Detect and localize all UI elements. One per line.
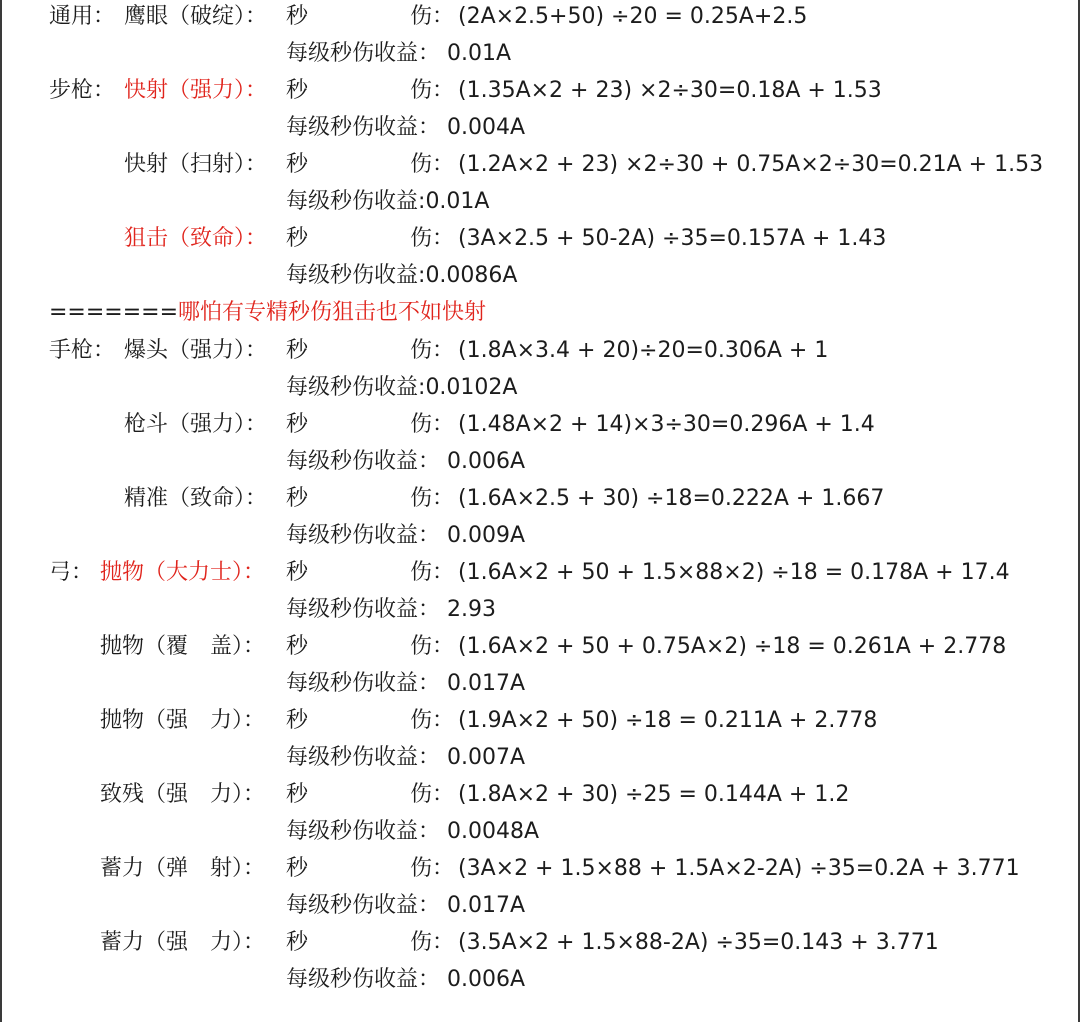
dps-label-shang: 伤： [410, 930, 455, 955]
gain-value: 0.017A [447, 893, 526, 918]
dps-formula: (1.9A×2 + 50) ÷18 = 0.211A + 2.778 [458, 708, 878, 733]
separator-text: 哪怕有专精秒伤狙击也不如快射 [178, 300, 487, 325]
gain-row [286, 113, 525, 143]
skill-name: 快射（扫射）： [124, 152, 268, 177]
dps-label-miao: 秒 [286, 634, 309, 659]
gain-label: 每级秒伤收益 [286, 893, 419, 918]
gain-row [286, 817, 539, 847]
gain-label: 每级秒伤收益 [286, 745, 419, 770]
dps-label-miao: 秒 [286, 560, 309, 585]
skill-name: 鹰眼（破绽）： [124, 4, 268, 29]
skill-name: 抛物（强 力）： [100, 708, 266, 733]
dps-formula: (3A×2 + 1.5×88 + 1.5A×2-2A) ÷35=0.2A + 3.771 [458, 856, 1020, 881]
dps-label-miao: 秒 [286, 930, 309, 955]
dps-formula: (1.6A×2 + 50 + 0.75A×2) ÷18 = 0.261A + 2.778 [458, 634, 1007, 659]
dps-label-shang: 伤： [410, 78, 455, 103]
gain-value: 0.006A [447, 967, 526, 992]
skill-name: 爆头（强力）： [124, 338, 268, 363]
gain-row [286, 743, 525, 773]
weapon-category-label: 通用： [49, 4, 116, 29]
gain-colon: ： [418, 745, 448, 770]
dps-label-shang: 伤： [410, 152, 455, 177]
gain-row [286, 447, 525, 477]
skill-name: 抛物（覆 盖）： [100, 634, 266, 659]
dps-label-miao: 秒 [286, 78, 309, 103]
gain-label: 每级秒伤收益 [286, 523, 419, 548]
gain-colon: ： [418, 449, 448, 474]
gain-colon: ： [418, 597, 448, 622]
dps-label-shang: 伤： [410, 338, 455, 363]
gain-colon: ： [418, 967, 448, 992]
dps-label-miao: 秒 [286, 4, 309, 29]
gain-colon: ： [418, 893, 448, 918]
gain-colon: ： [418, 41, 448, 66]
dps-formula: (1.6A×2.5 + 30) ÷18=0.222A + 1.667 [458, 486, 885, 511]
dps-label-miao: 秒 [286, 338, 309, 363]
dps-label-shang: 伤： [410, 708, 455, 733]
gain-row [286, 891, 525, 921]
gain-label: 每级秒伤收益 [286, 449, 419, 474]
gain-row [286, 39, 511, 69]
weapon-category-label: 步枪： [49, 78, 116, 103]
dps-formula: (3.5A×2 + 1.5×88-2A) ÷35=0.143 + 3.771 [458, 930, 939, 955]
dps-label-miao: 秒 [286, 486, 309, 511]
dps-label-shang: 伤： [410, 4, 455, 29]
gain-row [286, 595, 496, 625]
gain-value: 0.0086A [425, 263, 518, 288]
gain-row [286, 965, 525, 995]
weapon-category-label: 手枪： [49, 338, 116, 363]
gain-row [286, 187, 489, 217]
dps-formula: (2A×2.5+50) ÷20 = 0.25A+2.5 [458, 4, 808, 29]
gain-label: 每级秒伤收益 [286, 597, 419, 622]
gain-value: 0.0048A [447, 819, 540, 844]
gain-colon: : [418, 375, 426, 400]
gain-label: 每级秒伤收益 [286, 41, 419, 66]
gain-label: 每级秒伤收益 [286, 375, 419, 400]
gain-value: 0.009A [447, 523, 526, 548]
dps-label-miao: 秒 [286, 856, 309, 881]
weapon-category-label: 弓： [49, 560, 94, 585]
dps-label-shang: 伤： [410, 412, 455, 437]
gain-value: 0.007A [447, 745, 526, 770]
skill-name: 蓄力（弹 射）： [100, 856, 266, 881]
dps-label-shang: 伤： [410, 856, 455, 881]
gain-label: 每级秒伤收益 [286, 115, 419, 140]
dps-label-miao: 秒 [286, 226, 309, 251]
dps-label-shang: 伤： [410, 226, 455, 251]
gain-label: 每级秒伤收益 [286, 263, 419, 288]
gain-colon: ： [418, 523, 448, 548]
gain-value: 0.017A [447, 671, 526, 696]
dps-label-shang: 伤： [410, 560, 455, 585]
dps-formula: (3A×2.5 + 50-2A) ÷35=0.157A + 1.43 [458, 226, 887, 251]
gain-row [286, 261, 517, 291]
dps-label-shang: 伤： [410, 782, 455, 807]
dps-formula: (1.8A×2 + 30) ÷25 = 0.144A + 1.2 [458, 782, 850, 807]
gain-value: 0.01A [447, 41, 512, 66]
gain-label: 每级秒伤收益 [286, 967, 419, 992]
gain-value: 0.004A [447, 115, 526, 140]
gain-label: 每级秒伤收益 [286, 819, 419, 844]
dps-formula: (1.35A×2 + 23) ×2÷30=0.18A + 1.53 [458, 78, 882, 103]
skill-name: 精准（致命）： [124, 486, 268, 511]
dps-formula: (1.2A×2 + 23) ×2÷30 + 0.75A×2÷30=0.21A + 1.53 [458, 152, 1044, 177]
dps-label-miao: 秒 [286, 152, 309, 177]
skill-name: 狙击（致命）： [124, 226, 268, 251]
dps-label-miao: 秒 [286, 412, 309, 437]
gain-label: 每级秒伤收益 [286, 189, 419, 214]
dps-formula: (1.48A×2 + 14)×3÷30=0.296A + 1.4 [458, 412, 875, 437]
left-border [0, 0, 2, 1022]
skill-name: 蓄力（强 力）： [100, 930, 266, 955]
gain-value: 0.006A [447, 449, 526, 474]
gain-row [286, 373, 517, 403]
gain-value: 0.0102A [425, 375, 518, 400]
separator-equals: ======= [49, 300, 179, 325]
skill-name: 致残（强 力）： [100, 782, 266, 807]
gain-colon: ： [418, 115, 448, 140]
gain-row [286, 521, 525, 551]
separator-note [49, 298, 486, 328]
dps-label-miao: 秒 [286, 708, 309, 733]
gain-colon: ： [418, 671, 448, 696]
gain-colon: : [418, 189, 426, 214]
gain-value: 2.93 [447, 597, 496, 622]
gain-colon: ： [418, 819, 448, 844]
gain-colon: : [418, 263, 426, 288]
skill-name: 快射（强力）： [124, 78, 268, 103]
skill-name: 抛物（大力士）： [100, 560, 266, 585]
dps-label-shang: 伤： [410, 634, 455, 659]
gain-label: 每级秒伤收益 [286, 671, 419, 696]
skill-name: 枪斗（强力）： [124, 412, 268, 437]
dps-formula: (1.8A×3.4 + 20)÷20=0.306A + 1 [458, 338, 829, 363]
dps-formula: (1.6A×2 + 50 + 1.5×88×2) ÷18 = 0.178A + 17.4 [458, 560, 1010, 585]
dps-label-miao: 秒 [286, 782, 309, 807]
dps-label-shang: 伤： [410, 486, 455, 511]
gain-value: 0.01A [425, 189, 490, 214]
gain-row [286, 669, 525, 699]
